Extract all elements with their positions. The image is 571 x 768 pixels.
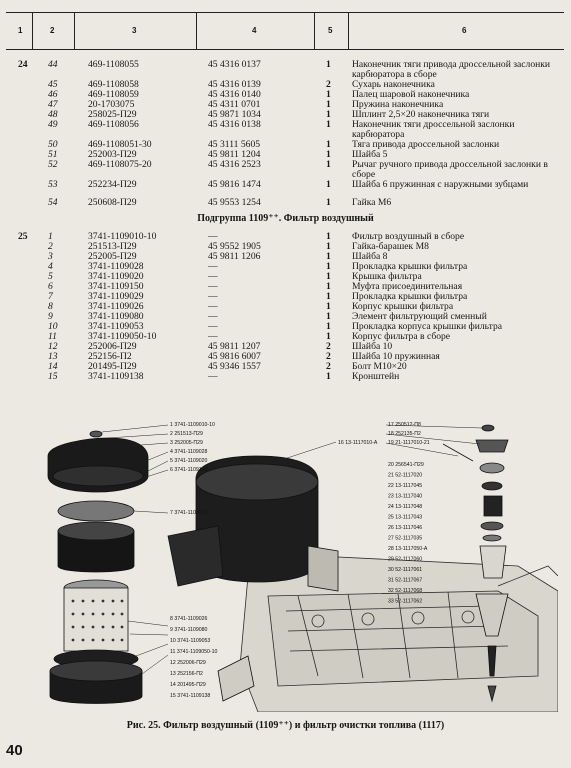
quantity: 1 [326,301,331,312]
quantity: 1 [326,251,331,262]
quantity: 1 [326,261,331,272]
position-number: 1 [48,231,53,242]
quantity: 1 [326,271,331,282]
position-number: 10 [48,321,58,332]
column-divider [196,13,197,49]
callout-right-22: 22 13-1117045 [388,483,423,489]
part-number: 469-1108055 [88,59,139,70]
callout-right-18: 18 252135-П2 [388,431,421,437]
part-name: Сухарь наконечника [352,79,435,90]
column-divider [348,13,349,49]
quantity: 1 [326,59,331,70]
quantity: 1 [326,291,331,302]
part-name: Пружина наконечника [352,99,444,110]
catalog-code: — [208,371,218,382]
column-divider [74,13,75,49]
part-name: Прокладка крышки фильтра [352,261,468,272]
part-number: 3741-1109080 [88,311,144,322]
part-number: 252003-П29 [88,149,137,160]
part-name: Фильтр воздушный в сборе [352,231,465,242]
catalog-code: 45 9816 6007 [208,351,261,362]
callout-left-7: 7 3741-1109029 [170,510,208,516]
callout-left-15: 15 3741-1109138 [170,693,211,699]
part-number: 252006-П29 [88,341,137,352]
catalog-code: 45 4316 0139 [208,79,261,90]
quantity: 1 [326,119,331,130]
catalog-code: 45 9811 1204 [208,149,261,160]
catalog-code: — [208,261,218,272]
position-number: 12 [48,341,58,352]
part-number: 250608-П29 [88,197,137,208]
callout-left-4: 4 3741-1109028 [170,449,208,455]
part-number: 3741-1109050-10 [88,331,157,342]
part-number: 469-1108056 [88,119,139,130]
part-name: Прокладка крышки фильтра [352,291,468,302]
part-number: 251513-П29 [88,241,137,252]
position-number: 14 [48,361,58,372]
part-name: Шайба 10 пружинная [352,351,440,362]
part-number: 252156-П2 [88,351,132,362]
position-number: 51 [48,149,58,160]
callout-right-21: 21 52-1117020 [388,472,423,479]
part-number: 469-1108075-20 [88,159,152,170]
quantity: 1 [326,281,331,292]
callout-right-19: 19 21-1117010-21 [388,440,430,446]
quantity: 2 [326,361,331,372]
part-name: Прокладка корпуса крышки фильтра [352,321,503,332]
position-number: 49 [48,119,58,130]
part-name: Муфта присоединительная [352,281,463,292]
position-number: 50 [48,139,58,150]
part-name: Шайба 5 [352,149,388,160]
part-number: 3741-1109138 [88,371,144,382]
position-number: 6 [48,281,53,292]
part-number: 3741-1109053 [88,321,144,332]
catalog-code: — [208,271,218,282]
quantity: 1 [326,241,331,252]
callout-left-13: 13 252156-П2 [170,671,203,677]
callout-right-17: 17 250512-П8 [388,422,421,428]
table-header [6,12,564,50]
page-number: 40 [6,742,23,759]
position-number: 5 [48,271,53,282]
part-name: Корпус фильтра в сборе [352,331,451,342]
catalog-code: 45 3111 5605 [208,139,261,150]
quantity: 2 [326,341,331,352]
position-number: 8 [48,301,53,312]
part-name: Крышка фильтра [352,271,422,282]
catalog-code: 45 4316 0138 [208,119,261,130]
position-number: 44 [48,59,58,70]
exploded-diagram [18,416,558,712]
catalog-code: — [208,291,218,302]
callout-left-14: 14 201495-П29 [170,682,206,688]
catalog-code: 45 9871 1034 [208,109,261,120]
part-number: 3741-1109026 [88,301,144,312]
part-number: 469-1108059 [88,89,139,100]
subgroup-title: Подгруппа 1109⁺⁺. Фильтр воздушный [197,213,374,224]
catalog-code: 45 4316 0137 [208,59,261,70]
position-number: 15 [48,371,58,382]
part-name: Гайка М6 [352,197,392,208]
callout-right-28: 28 13-1117050-А [388,546,428,552]
part-name: Наконечник тяги дроссельной заслонки карбюратора [352,119,515,140]
position-number: 4 [48,261,53,272]
part-name: Рычаг ручного привода дроссельной заслонки в сборе [352,159,548,180]
part-name: Палец шаровой наконечника [352,89,470,100]
callout-left-9: 9 3741-1109080 [170,627,208,633]
quantity: 1 [326,109,331,120]
catalog-code: — [208,311,218,322]
callout-right-29: 29 52-1117060 [388,556,423,563]
quantity: 1 [326,321,331,332]
position-number: 54 [48,197,58,208]
catalog-code: 45 9811 1207 [208,341,261,352]
quantity: 1 [326,89,331,100]
catalog-code: — [208,231,218,242]
callout-left-10: 10 3741-1109053 [170,638,211,644]
callout-right-26: 26 13-1117046 [388,525,423,531]
catalog-code: — [208,331,218,342]
callout-left-6: 6 3741-1109150 [170,467,208,473]
group-number: 25 [18,231,28,242]
callout-left-8: 8 3741-1109026 [170,616,208,622]
part-number: 252005-П29 [88,251,137,262]
callout-right-30: 30 52-1117061 [388,567,423,573]
quantity: 1 [326,139,331,150]
column-divider [32,13,33,49]
callout-left-3: 3 252005-П29 [170,440,203,446]
part-number: 20-1703075 [88,99,135,110]
position-number: 45 [48,79,58,90]
callout-right-31: 31 52-1117067 [388,577,423,584]
part-number: 3741-1109029 [88,291,144,302]
column-number: 3 [132,26,137,35]
part-name: Тяга привода дроссельной заслонки [352,139,500,150]
part-name: Шайба 10 [352,341,393,352]
quantity: 1 [326,311,331,322]
part-number: 469-1108051-30 [88,139,152,150]
part-number: 258025-П29 [88,109,137,120]
quantity: 1 [326,331,331,342]
quantity: 2 [326,79,331,90]
callout-16: 16 13-1117010-А [338,440,378,446]
position-number: 7 [48,291,53,302]
part-name: Наконечник тяги привода дроссельной заслонки карбюратора в сборе [352,59,551,80]
callout-left-2: 2 251513-П29 [170,431,203,437]
column-number: 1 [18,26,23,35]
column-number: 6 [462,26,467,35]
part-number: 252234-П29 [88,179,137,190]
position-number: 46 [48,89,58,100]
part-name: Кронштейн [352,371,400,382]
position-number: 9 [48,311,53,322]
catalog-code: 45 9816 1474 [208,179,261,190]
quantity: 1 [326,231,331,242]
position-number: 2 [48,241,53,252]
catalog-code: 45 4316 2523 [208,159,261,170]
column-number: 4 [252,26,257,35]
part-name: Гайка-барашек М8 [352,241,429,252]
part-name: Шплинт 2,5×20 наконечника тяги [352,109,490,120]
callout-right-27: 27 52-1117035 [388,535,423,542]
callout-left-5: 5 3741-1109020 [170,458,208,464]
catalog-code: — [208,321,218,332]
figure-caption: Рис. 25. Фильтр воздушный (1109⁺⁺) и фильтр очистки топлива (1117) [126,720,445,731]
column-number: 5 [328,26,333,35]
column-number: 2 [50,26,55,35]
position-number: 13 [48,351,58,362]
position-number: 53 [48,179,58,190]
callout-left-1: 1 3741-1109010-10 [170,422,215,428]
part-number: 3741-1109010-10 [88,231,157,242]
part-number: 3741-1109020 [88,271,144,282]
catalog-code: 45 4311 0701 [208,99,261,110]
air-filter-assembled-drawing [168,456,338,591]
part-name: Корпус крышки фильтра [352,301,454,312]
quantity: 1 [326,371,331,382]
catalog-code: 45 9346 1557 [208,361,261,372]
column-divider [314,13,315,49]
quantity: 1 [326,159,331,170]
catalog-code: 45 4316 0140 [208,89,261,100]
callout-right-23: 23 13-1117040 [388,493,423,500]
position-number: 3 [48,251,53,262]
part-number: 3741-1109028 [88,261,144,272]
part-name: Шайба 6 пружинная с наружными зубцами [352,179,529,190]
part-name: Элемент фильтрующий сменный [352,311,487,322]
catalog-code: 45 9552 1905 [208,241,261,252]
callout-right-32: 32 52-1117068 [388,588,423,594]
catalog-code: 45 9811 1206 [208,251,261,262]
position-number: 52 [48,159,58,170]
position-number: 48 [48,109,58,120]
part-number: 469-1108058 [88,79,139,90]
callout-left-12: 12 252006-П29 [170,660,206,666]
part-number: 3741-1109150 [88,281,144,292]
quantity: 1 [326,149,331,160]
catalog-code: 45 9553 1254 [208,197,261,208]
catalog-code: — [208,281,218,292]
part-name: Болт М10×20 [352,361,407,372]
position-number: 47 [48,99,58,110]
quantity: 1 [326,99,331,110]
quantity: 2 [326,351,331,362]
callout-right-33: 33 52-1117062 [388,598,423,605]
callout-right-20: 20 256541-П29 [388,462,424,468]
quantity: 1 [326,179,331,190]
quantity: 1 [326,197,331,208]
part-name: Шайба 8 [352,251,388,262]
group-number: 24 [18,59,28,70]
callout-right-24: 24 13-1117048 [388,504,423,510]
position-number: 11 [48,331,57,342]
callout-right-25: 25 13-1117043 [388,514,423,521]
part-number: 201495-П29 [88,361,137,372]
catalog-code: — [208,301,218,312]
callout-left-11: 11 3741-1109050-10 [170,649,218,655]
